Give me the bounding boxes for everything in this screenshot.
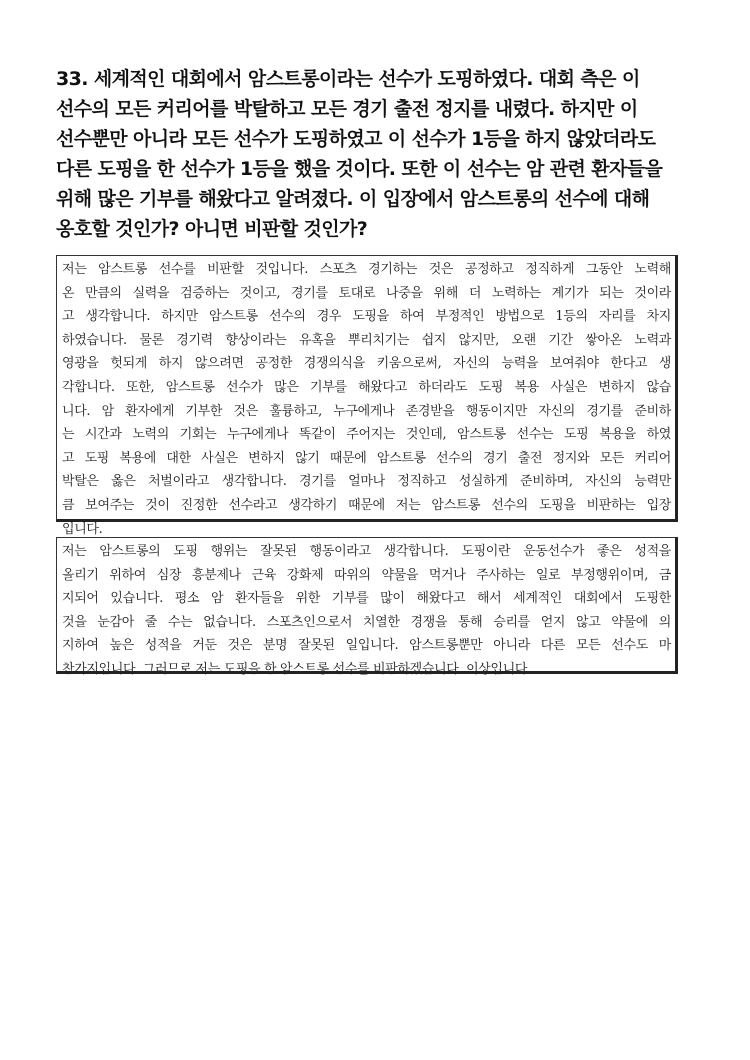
answer-line: 저는 암스트롱의 도핑 행위는 잘못된 행동이라고 생각합니다. 도핑이란 운동선수가 좋은 성적을 xyxy=(62,544,671,559)
answer-line: 입니다. xyxy=(62,521,103,537)
answer-line: 박탈은 옳은 처벌이라고 생각합니다. 경기를 얼마나 정직하고 성실하게 준비하며, 자신의 능력만 xyxy=(62,474,671,490)
answer-box-2 xyxy=(56,537,678,677)
answer-line: 큼 보여주는 것이 진정한 선수라고 생각하기 때문에 저는 암스트롱 선수의 도핑을 비판하는 입장 xyxy=(62,497,671,513)
answer-box-1 xyxy=(56,255,678,537)
answer-line: 각합니다. 또한, 암스트롱 선수가 많은 기부를 해왔다고 하더라도 도핑 복용 사실은 변하지 않습 xyxy=(62,379,671,395)
answer-line: 영광을 헛되게 하지 않으려면 공정한 경쟁의식을 키움으로써, 자신의 능력을 보여줘야 한다고 생 xyxy=(62,356,671,372)
question-line: 33. 세계적인 대회에서 암스트롱이라는 선수가 도핑하였다. 대회 측은 이 xyxy=(56,68,640,90)
answer-line: 지되어 있습니다. 평소 암 환자들을 위한 기부를 많이 해왔다고 해서 세계적인 대회에서 도핑한 xyxy=(62,591,671,607)
answer-line: 올리기 위하여 심장 흥분제나 근육 강화제 따위의 약물을 먹거나 주사하는 일로 부정행위이며, 금 xyxy=(62,567,671,583)
question-prompt xyxy=(56,64,696,244)
answer-line: 온 만큼의 실력을 검증하는 것이고, 경기를 토대로 나중을 위해 더 노력하는 계기가 되는 것이라 xyxy=(62,285,671,301)
answer-line: 고 도핑 복용에 대한 사실은 변하지 않기 때문에 암스트롱 선수의 경기 출전 정지와 모든 커리어 xyxy=(62,450,671,466)
question-line: 선수의 모든 커리어를 박탈하고 모든 경기 출전 정지를 내렸다. 하지만 이 xyxy=(56,98,638,120)
question-line: 옹호할 것인가? 아니면 비판할 것인가? xyxy=(56,218,368,240)
answer-line: 하였습니다. 물론 경기력 향상이라는 유혹을 뿌리치기는 쉽지 않지만, 오랜 기간 쌓아온 노력과 xyxy=(62,332,671,348)
answer-line: 저는 암스트롱 선수를 비판할 것입니다. 스포츠 경기하는 것은 공정하고 정직하게 그동안 노력해 xyxy=(62,262,671,277)
answer-line: 는 시간과 노력의 기회는 누구에게나 똑같이 주어지는 것인데, 암스트롱 선수는 도핑 복용을 하였 xyxy=(62,427,671,443)
question-line: 위해 많은 기부를 해왔다고 알려졌다. 이 입장에서 암스트롱의 선수에 대해 xyxy=(56,188,650,210)
answer-line: 것을 눈감아 줄 수는 없습니다. 스포츠인으로서 치열한 경쟁을 통해 승리를 얻지 않고 약물에 의 xyxy=(62,614,671,630)
answer-line: 찬가지입니다. 그러므로 저는 도핑을 한 암스트롱 선수를 비판하겠습니다. 이상입니다. xyxy=(62,661,531,677)
answer-line: 니다. 암 환자에게 기부한 것은 훌륭하고, 누구에게나 존경받을 행동이지만 자신의 경기를 준비하 xyxy=(62,403,671,419)
question-line: 선수뿐만 아니라 모든 선수가 도핑하였고 이 선수가 1등을 하지 않았더라도 xyxy=(56,128,656,150)
answer-line: 지하여 높은 성적을 거둔 것은 분명 잘못된 일입니다. 암스트롱뿐만 아니라 다른 모든 선수도 마 xyxy=(62,638,671,654)
question-line: 다른 도핑을 한 선수가 1등을 했을 것이다. 또한 이 선수는 암 관련 환자들을 xyxy=(56,158,663,180)
answer-line: 고 생각합니다. 하지만 암스트롱 선수의 경우 도핑을 하여 부정적인 방법으로 1등의 자리를 차지 xyxy=(62,309,671,325)
